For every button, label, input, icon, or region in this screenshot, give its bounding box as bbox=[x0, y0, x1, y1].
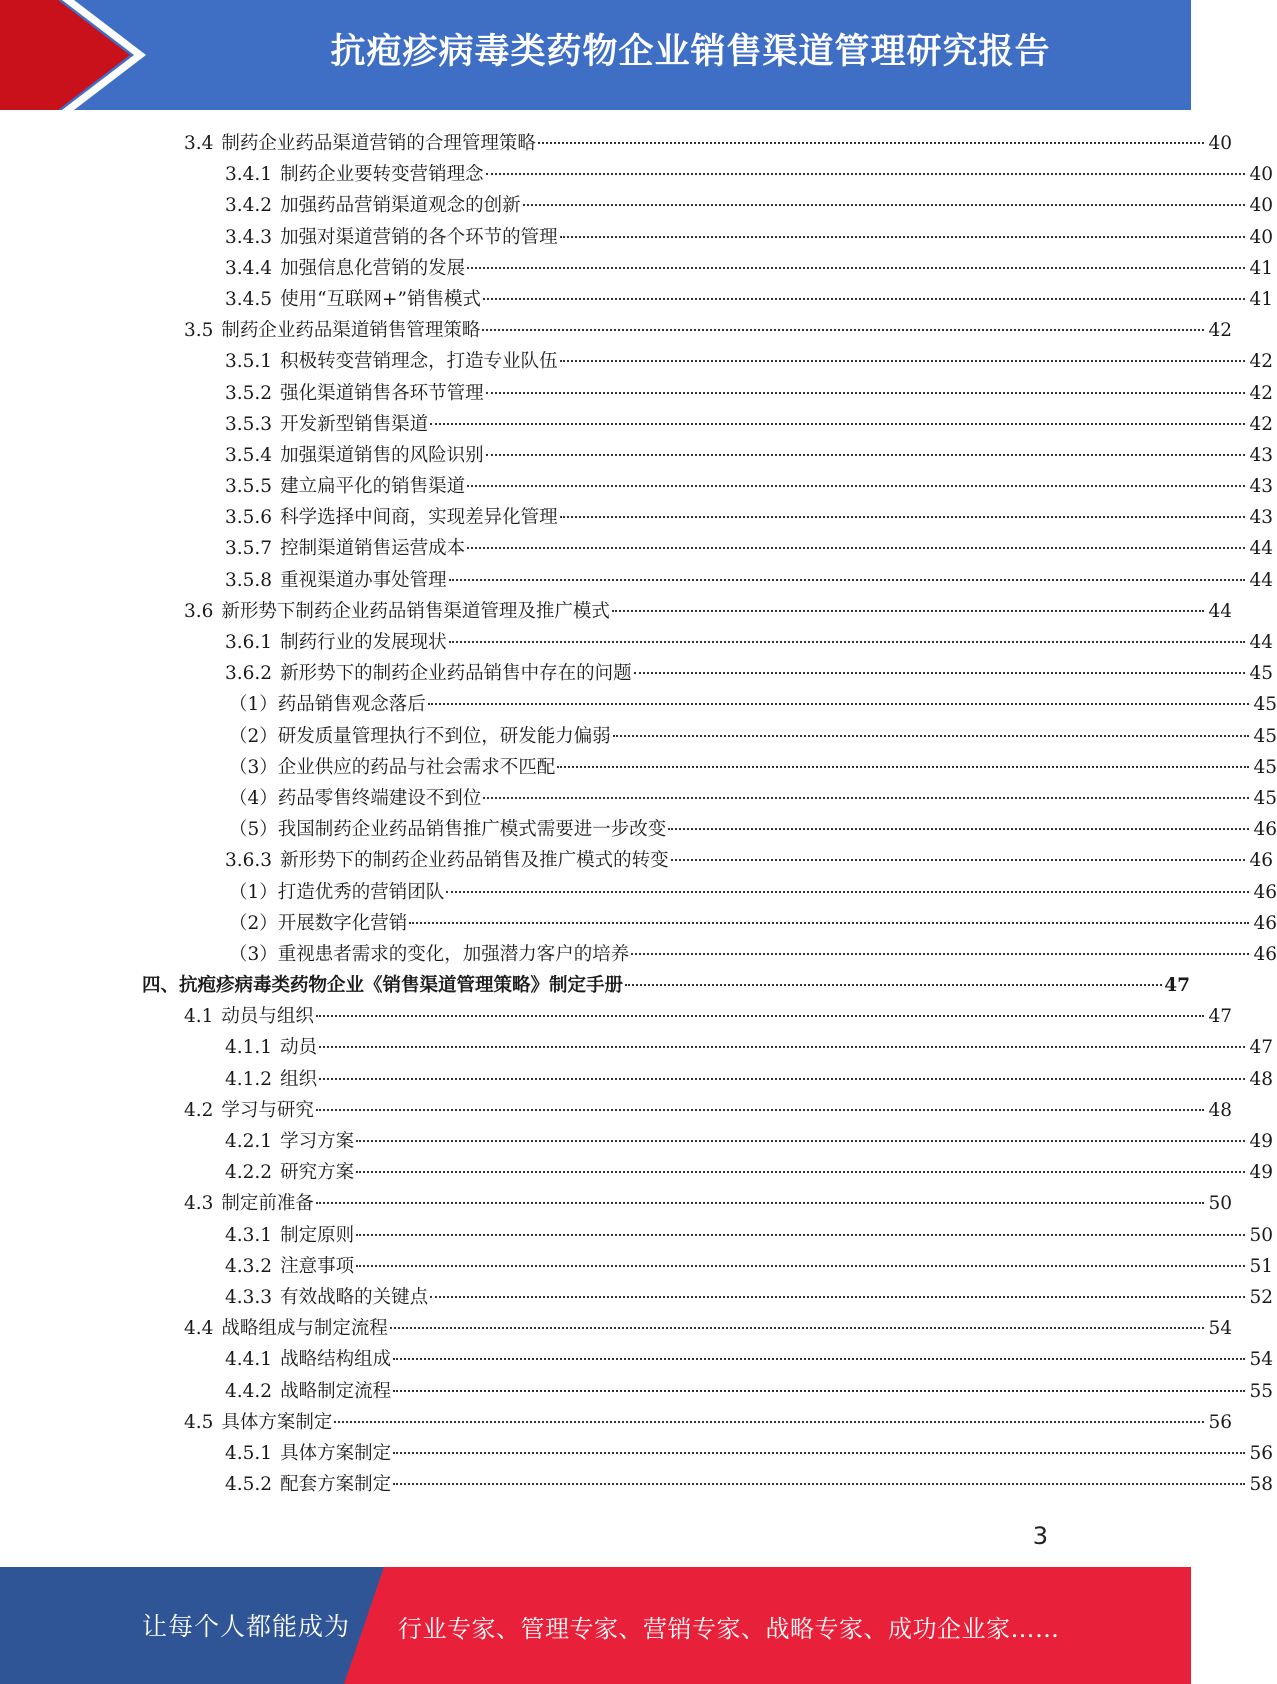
toc-entry-number: 3.5.2 bbox=[225, 382, 273, 404]
toc-dot-leader bbox=[449, 641, 1245, 643]
toc-entry-title: 研发质量管理执行不到位，研发能力偏弱 bbox=[277, 725, 611, 747]
toc-entry-page: 48 bbox=[1208, 1099, 1232, 1121]
toc-dot-leader bbox=[316, 1015, 1204, 1017]
toc-entry-page: 40 bbox=[1249, 195, 1273, 217]
toc-entry-page: 54 bbox=[1249, 1349, 1273, 1371]
toc-entry-page: 46 bbox=[1253, 881, 1277, 903]
toc-entry-number: 3.4.5 bbox=[225, 288, 273, 310]
toc-dot-leader bbox=[356, 1171, 1245, 1173]
toc-entry[interactable] bbox=[0, 627, 1273, 658]
toc-entry-title: 制定前准备 bbox=[221, 1193, 314, 1215]
toc-entry[interactable] bbox=[0, 1001, 1232, 1032]
toc-entry-page: 44 bbox=[1249, 569, 1273, 591]
toc-entry-title: 新形势下的制药企业药品销售中存在的问题 bbox=[280, 663, 632, 685]
toc-entry-number: （2） bbox=[229, 912, 278, 934]
toc-entry-number: 4.3 bbox=[184, 1193, 214, 1215]
toc-entry-number: 3.6 bbox=[184, 600, 214, 622]
toc-entry-title: 科学选择中间商，实现差异化管理 bbox=[280, 507, 558, 529]
toc-entry-number: 4.4.1 bbox=[225, 1349, 273, 1371]
toc-entry[interactable] bbox=[0, 346, 1273, 377]
toc-entry-number: 4.3.2 bbox=[225, 1255, 273, 1277]
toc-entry[interactable] bbox=[0, 1438, 1273, 1469]
toc-entry-page: 42 bbox=[1249, 351, 1273, 373]
toc-entry-title: 积极转变营销理念，打造专业队伍 bbox=[280, 351, 558, 373]
toc-entry-title: 开发新型销售渠道 bbox=[280, 413, 429, 435]
toc-entry-number: （1） bbox=[229, 694, 278, 716]
toc-entry-title: 抗疱疹病毒类药物企业《销售渠道管理策略》制定手册 bbox=[179, 975, 624, 997]
toc-entry-page: 58 bbox=[1249, 1474, 1273, 1496]
toc-entry-number: 4.1 bbox=[184, 1006, 214, 1028]
toc-entry-number: 3.4.1 bbox=[225, 164, 273, 186]
toc-entry[interactable] bbox=[0, 315, 1232, 346]
toc-dot-leader bbox=[428, 703, 1249, 705]
toc-entry-title: 动员 bbox=[280, 1037, 318, 1059]
toc-entry-page: 47 bbox=[1164, 975, 1190, 997]
table-of-contents bbox=[0, 128, 1277, 1500]
toc-entry-number: 四、 bbox=[142, 975, 180, 997]
toc-entry[interactable] bbox=[0, 128, 1232, 159]
toc-entry-title: 加强渠道销售的风险识别 bbox=[280, 444, 484, 466]
toc-entry[interactable] bbox=[0, 814, 1277, 845]
toc-entry-title: 战略组成与制定流程 bbox=[221, 1318, 388, 1340]
toc-entry-page: 43 bbox=[1249, 476, 1273, 498]
toc-dot-leader bbox=[430, 1296, 1245, 1298]
toc-entry-title: 我国制药企业药品销售推广模式需要进一步改变 bbox=[277, 819, 667, 841]
toc-entry[interactable] bbox=[0, 939, 1277, 970]
toc-entry-title: 药品销售观念落后 bbox=[277, 694, 426, 716]
toc-dot-leader bbox=[319, 1078, 1245, 1080]
toc-dot-leader bbox=[671, 859, 1245, 861]
toc-entry-page: 46 bbox=[1253, 912, 1277, 934]
toc-entry-page: 45 bbox=[1253, 725, 1277, 747]
toc-entry-number: （1） bbox=[229, 881, 278, 903]
toc-entry[interactable] bbox=[0, 440, 1273, 471]
toc-dot-leader bbox=[486, 454, 1245, 456]
toc-dot-leader bbox=[560, 360, 1245, 362]
toc-dot-leader bbox=[634, 672, 1245, 674]
toc-entry[interactable] bbox=[0, 689, 1277, 720]
toc-entry-page: 47 bbox=[1249, 1037, 1273, 1059]
toc-entry[interactable] bbox=[0, 1344, 1273, 1375]
toc-entry-page: 54 bbox=[1208, 1318, 1232, 1340]
toc-entry-page: 40 bbox=[1208, 133, 1232, 154]
toc-entry-page: 46 bbox=[1253, 819, 1277, 841]
toc-entry-number: 4.2.2 bbox=[225, 1162, 273, 1184]
toc-entry-page: 43 bbox=[1249, 444, 1273, 466]
toc-entry-number: 4.5 bbox=[184, 1411, 214, 1433]
toc-entry[interactable] bbox=[0, 970, 1190, 1001]
toc-entry-title: 具体方案制定 bbox=[221, 1411, 333, 1433]
toc-dot-leader bbox=[557, 766, 1249, 768]
toc-entry-page: 44 bbox=[1249, 632, 1273, 653]
toc-entry[interactable] bbox=[0, 1282, 1273, 1313]
toc-entry-number: 4.3.1 bbox=[225, 1224, 273, 1246]
toc-dot-leader bbox=[612, 610, 1204, 612]
toc-entry-page: 50 bbox=[1249, 1224, 1273, 1246]
toc-entry[interactable] bbox=[0, 1188, 1232, 1219]
toc-entry-number: （2） bbox=[229, 725, 278, 747]
toc-entry-number: 4.4 bbox=[184, 1318, 214, 1340]
toc-entry-title: 组织 bbox=[280, 1068, 318, 1090]
toc-entry-number: 3.5.6 bbox=[225, 507, 273, 529]
toc-entry-number: 4.2 bbox=[184, 1099, 214, 1121]
toc-dot-leader bbox=[625, 984, 1162, 986]
toc-entry-page: 46 bbox=[1253, 943, 1277, 965]
toc-entry-number: 4.1.1 bbox=[225, 1037, 273, 1059]
toc-dot-leader bbox=[482, 329, 1204, 331]
toc-dot-leader bbox=[523, 204, 1245, 206]
toc-entry-page: 56 bbox=[1249, 1442, 1273, 1464]
toc-entry-number: （3） bbox=[229, 943, 278, 965]
toc-dot-leader bbox=[560, 516, 1245, 518]
toc-entry-title: 注意事项 bbox=[280, 1255, 355, 1277]
toc-entry-title: 药品零售终端建设不到位 bbox=[277, 787, 482, 809]
toc-dot-leader bbox=[446, 891, 1249, 893]
toc-entry[interactable] bbox=[0, 845, 1273, 876]
toc-dot-leader bbox=[334, 1421, 1204, 1423]
footer-slogan-left: 让每个人都能成为 bbox=[142, 1612, 351, 1641]
toc-entry[interactable] bbox=[0, 658, 1273, 689]
toc-dot-leader bbox=[430, 423, 1245, 425]
toc-entry-number: 4.5.2 bbox=[225, 1474, 273, 1496]
toc-entry[interactable] bbox=[0, 1126, 1273, 1157]
toc-entry-number: 3.5.3 bbox=[225, 413, 273, 435]
toc-entry[interactable] bbox=[0, 253, 1273, 284]
toc-entry-title: 制药企业要转变营销理念 bbox=[280, 164, 484, 186]
toc-entry-title: 建立扁平化的销售渠道 bbox=[280, 476, 466, 498]
toc-dot-leader bbox=[631, 953, 1249, 955]
toc-entry-title: 重视患者需求的变化，加强潜力客户的培养 bbox=[277, 943, 630, 965]
toc-entry[interactable] bbox=[0, 378, 1273, 409]
toc-entry-page: 56 bbox=[1208, 1411, 1232, 1433]
toc-entry-page: 50 bbox=[1208, 1193, 1232, 1215]
toc-entry[interactable] bbox=[0, 1095, 1232, 1126]
toc-entry-page: 44 bbox=[1208, 600, 1232, 622]
toc-entry-page: 52 bbox=[1249, 1286, 1273, 1308]
toc-entry[interactable] bbox=[0, 1469, 1273, 1500]
toc-entry-title: 使用“互联网+”销售模式 bbox=[280, 288, 481, 310]
toc-entry-title: 加强药品营销渠道观念的创新 bbox=[280, 195, 521, 217]
toc-entry-number: 3.5.8 bbox=[225, 569, 273, 591]
toc-entry-title: 战略结构组成 bbox=[280, 1349, 392, 1371]
toc-entry[interactable] bbox=[0, 752, 1277, 783]
toc-entry-title: 制定原则 bbox=[280, 1224, 355, 1246]
toc-entry-page: 46 bbox=[1249, 850, 1273, 872]
toc-entry-number: 3.5.1 bbox=[225, 351, 273, 373]
toc-entry[interactable] bbox=[0, 1251, 1273, 1282]
toc-entry[interactable] bbox=[0, 159, 1273, 190]
toc-entry-title: 制药企业药品渠道营销的合理管理策略 bbox=[221, 133, 536, 154]
footer-slogan-right: 行业专家、管理专家、营销专家、战略专家、成功企业家…… bbox=[398, 1615, 1060, 1643]
toc-dot-leader bbox=[319, 1046, 1245, 1048]
toc-entry-page: 47 bbox=[1208, 1006, 1232, 1028]
toc-entry-title: 加强对渠道营销的各个环节的管理 bbox=[280, 226, 558, 248]
toc-entry-page: 42 bbox=[1249, 413, 1273, 435]
toc-entry-number: 3.5.5 bbox=[225, 476, 273, 498]
toc-dot-leader bbox=[467, 485, 1245, 487]
toc-dot-leader bbox=[613, 735, 1249, 737]
toc-dot-leader bbox=[467, 267, 1245, 269]
toc-entry[interactable] bbox=[0, 1157, 1273, 1188]
toc-entry-title: 有效战略的关键点 bbox=[280, 1286, 429, 1308]
toc-entry-title: 新形势下制药企业药品销售渠道管理及推广模式 bbox=[221, 600, 610, 622]
toc-entry-title: 学习方案 bbox=[280, 1131, 355, 1152]
toc-entry-number: 3.4.2 bbox=[225, 195, 273, 217]
toc-entry[interactable] bbox=[0, 877, 1277, 908]
toc-dot-leader bbox=[668, 828, 1249, 830]
toc-entry-number: 3.5.4 bbox=[225, 444, 273, 466]
toc-entry-number: 3.5 bbox=[184, 320, 214, 342]
toc-dot-leader bbox=[356, 1140, 1245, 1142]
toc-dot-leader bbox=[467, 547, 1245, 549]
toc-entry-title: 制药企业药品渠道销售管理策略 bbox=[221, 320, 481, 342]
toc-entry-title: 强化渠道销售各环节管理 bbox=[280, 382, 484, 404]
toc-dot-leader bbox=[483, 298, 1245, 300]
toc-dot-leader bbox=[486, 173, 1245, 175]
toc-entry-page: 40 bbox=[1249, 164, 1273, 186]
toc-dot-leader bbox=[538, 142, 1204, 144]
toc-entry[interactable] bbox=[0, 596, 1232, 627]
toc-dot-leader bbox=[393, 1390, 1245, 1392]
toc-entry[interactable] bbox=[0, 783, 1277, 814]
toc-dot-leader bbox=[356, 1265, 1245, 1267]
toc-dot-leader bbox=[449, 579, 1245, 581]
toc-entry-title: 打造优秀的营销团队 bbox=[277, 881, 445, 903]
toc-dot-leader bbox=[356, 1234, 1245, 1236]
toc-entry-page: 42 bbox=[1208, 320, 1232, 342]
toc-entry-number: 4.2.1 bbox=[225, 1131, 273, 1152]
toc-entry-title: 开展数字化营销 bbox=[277, 912, 408, 934]
toc-entry-page: 45 bbox=[1253, 756, 1277, 778]
toc-entry-number: 3.5.7 bbox=[225, 538, 273, 560]
toc-entry-number: 4.3.3 bbox=[225, 1286, 273, 1308]
toc-entry-page: 42 bbox=[1249, 382, 1273, 404]
toc-entry[interactable] bbox=[0, 222, 1273, 253]
toc-entry-page: 45 bbox=[1249, 663, 1273, 685]
toc-entry-number: 3.6.1 bbox=[225, 632, 273, 653]
toc-entry-title: 战略制定流程 bbox=[280, 1380, 392, 1402]
toc-entry-page: 45 bbox=[1253, 694, 1277, 716]
toc-entry-page: 41 bbox=[1249, 257, 1273, 279]
toc-entry[interactable] bbox=[0, 1407, 1232, 1438]
toc-entry[interactable] bbox=[0, 565, 1273, 596]
toc-entry-title: 重视渠道办事处管理 bbox=[280, 569, 447, 591]
toc-dot-leader bbox=[316, 1202, 1204, 1204]
toc-entry[interactable] bbox=[0, 284, 1273, 315]
toc-entry[interactable] bbox=[0, 1032, 1273, 1063]
toc-entry-page: 55 bbox=[1249, 1380, 1273, 1402]
toc-entry-number: 4.4.2 bbox=[225, 1380, 273, 1402]
toc-entry[interactable] bbox=[0, 471, 1273, 502]
toc-entry-title: 企业供应的药品与社会需求不匹配 bbox=[277, 756, 556, 778]
toc-dot-leader bbox=[483, 797, 1249, 799]
toc-entry-number: 4.5.1 bbox=[225, 1442, 273, 1464]
toc-entry-page: 48 bbox=[1249, 1068, 1273, 1090]
toc-entry[interactable] bbox=[0, 409, 1273, 440]
toc-entry-number: 3.4.3 bbox=[225, 226, 273, 248]
toc-dot-leader bbox=[393, 1358, 1245, 1360]
toc-entry-title: 新形势下的制药企业药品销售及推广模式的转变 bbox=[280, 850, 669, 872]
toc-entry-number: 3.4.4 bbox=[225, 257, 273, 279]
toc-entry-number: （4） bbox=[229, 787, 278, 809]
toc-entry-number: 3.6.3 bbox=[225, 850, 273, 872]
report-title: 抗疱疹病毒类药物企业销售渠道管理研究报告 bbox=[330, 32, 1051, 72]
toc-entry-title: 学习与研究 bbox=[221, 1099, 314, 1121]
toc-dot-leader bbox=[409, 922, 1249, 924]
toc-entry-page: 43 bbox=[1249, 507, 1273, 529]
toc-entry-page: 44 bbox=[1249, 538, 1273, 560]
toc-entry-title: 配套方案制定 bbox=[280, 1474, 392, 1496]
toc-entry-page: 40 bbox=[1249, 226, 1273, 248]
toc-entry[interactable] bbox=[0, 1313, 1232, 1344]
toc-dot-leader bbox=[390, 1327, 1204, 1329]
page-footer bbox=[0, 1567, 1191, 1684]
toc-dot-leader bbox=[393, 1452, 1245, 1454]
toc-entry-number: 3.6.2 bbox=[225, 663, 273, 685]
toc-entry-page: 45 bbox=[1253, 787, 1277, 809]
toc-dot-leader bbox=[393, 1483, 1245, 1485]
toc-entry-title: 加强信息化营销的发展 bbox=[280, 257, 466, 279]
toc-entry-title: 制药行业的发展现状 bbox=[280, 632, 447, 653]
toc-entry-page: 49 bbox=[1249, 1131, 1273, 1152]
toc-entry-title: 研究方案 bbox=[280, 1162, 355, 1184]
toc-entry-number: （5） bbox=[229, 819, 278, 841]
toc-entry[interactable] bbox=[0, 1064, 1273, 1095]
toc-entry-page: 41 bbox=[1249, 288, 1273, 310]
toc-entry-title: 动员与组织 bbox=[221, 1006, 314, 1028]
toc-entry-number: （3） bbox=[229, 756, 278, 778]
toc-dot-leader bbox=[560, 236, 1245, 238]
toc-entry[interactable] bbox=[0, 533, 1273, 564]
toc-entry[interactable] bbox=[0, 190, 1273, 221]
toc-entry-number: 4.1.2 bbox=[225, 1068, 273, 1090]
toc-entry-title: 控制渠道销售运营成本 bbox=[280, 538, 466, 560]
toc-entry-number: 3.4 bbox=[184, 133, 214, 154]
toc-entry[interactable] bbox=[0, 908, 1277, 939]
toc-entry-page: 51 bbox=[1249, 1255, 1273, 1277]
toc-entry-page: 49 bbox=[1249, 1162, 1273, 1184]
toc-entry-title: 具体方案制定 bbox=[280, 1442, 392, 1464]
toc-dot-leader bbox=[316, 1109, 1204, 1111]
toc-entry[interactable] bbox=[0, 502, 1273, 533]
toc-entry[interactable] bbox=[0, 721, 1277, 752]
toc-entry[interactable] bbox=[0, 1376, 1273, 1407]
page-number: 3 bbox=[1032, 1522, 1048, 1550]
page-header bbox=[0, 0, 1191, 110]
toc-entry[interactable] bbox=[0, 1220, 1273, 1251]
toc-dot-leader bbox=[486, 392, 1245, 394]
